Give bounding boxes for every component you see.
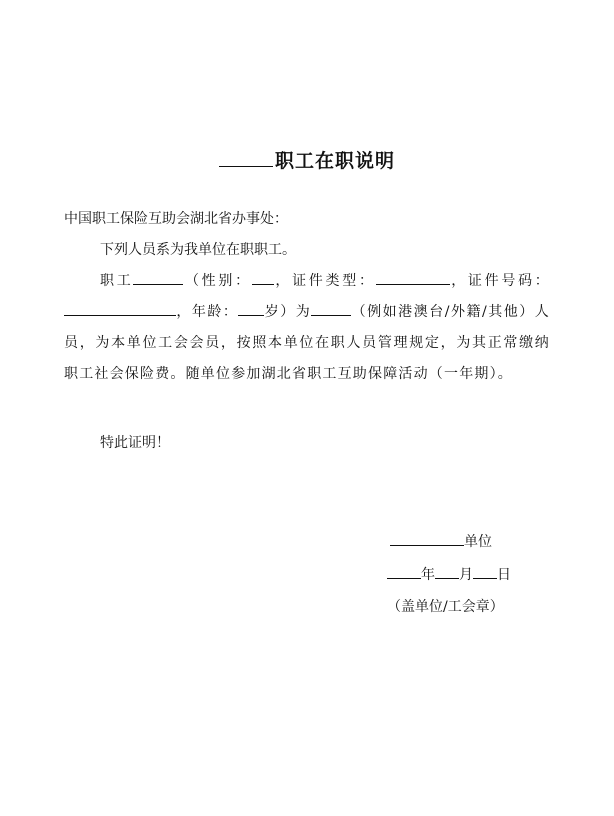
certification-closing: 特此证明！ bbox=[100, 435, 170, 451]
document-title bbox=[0, 146, 614, 173]
details-rest-text: （例如港澳台/外籍/其他）人员，为本单位工会会员，按照本单位在职人员管理规定，为其正常缴纳职工社会保险费。随单位参加湖北省职工互助保障活动（一年期）。 bbox=[64, 304, 550, 382]
id-type-blank bbox=[376, 270, 450, 285]
signature-date-line bbox=[387, 563, 511, 587]
addressee: 中国职工保险互助会湖北省办事处： bbox=[64, 211, 288, 227]
gender-label: （性别： bbox=[183, 273, 252, 289]
id-number-blank bbox=[64, 301, 176, 316]
day-blank bbox=[473, 564, 497, 579]
employee-label: 职工 bbox=[100, 273, 134, 289]
statement-paragraph: 下列人员系为我单位在职职工。 bbox=[100, 242, 296, 258]
id-number-label: ，证件号码： bbox=[449, 273, 550, 289]
gender-blank bbox=[252, 270, 274, 285]
month-label: 月 bbox=[459, 567, 473, 583]
title-text: 职工在职说明 bbox=[274, 150, 395, 172]
title-blank-line bbox=[219, 150, 273, 167]
id-type-label: ，证件类型： bbox=[273, 273, 376, 289]
seal-instruction: （盖单位/工会章） bbox=[387, 599, 504, 615]
age-label: ，年龄： bbox=[176, 304, 239, 320]
day-label: 日 bbox=[497, 567, 511, 583]
age-blank bbox=[238, 301, 264, 316]
unit-label: 单位 bbox=[464, 534, 492, 550]
year-label: 年 bbox=[421, 567, 435, 583]
signature-unit-line bbox=[390, 530, 492, 554]
employee-name-blank bbox=[133, 270, 183, 285]
month-blank bbox=[435, 564, 459, 579]
unit-name-blank bbox=[390, 531, 464, 546]
employee-details-paragraph bbox=[64, 266, 550, 390]
age-unit-label: 岁）为 bbox=[264, 304, 312, 320]
category-blank bbox=[311, 301, 351, 316]
year-blank bbox=[387, 564, 421, 579]
